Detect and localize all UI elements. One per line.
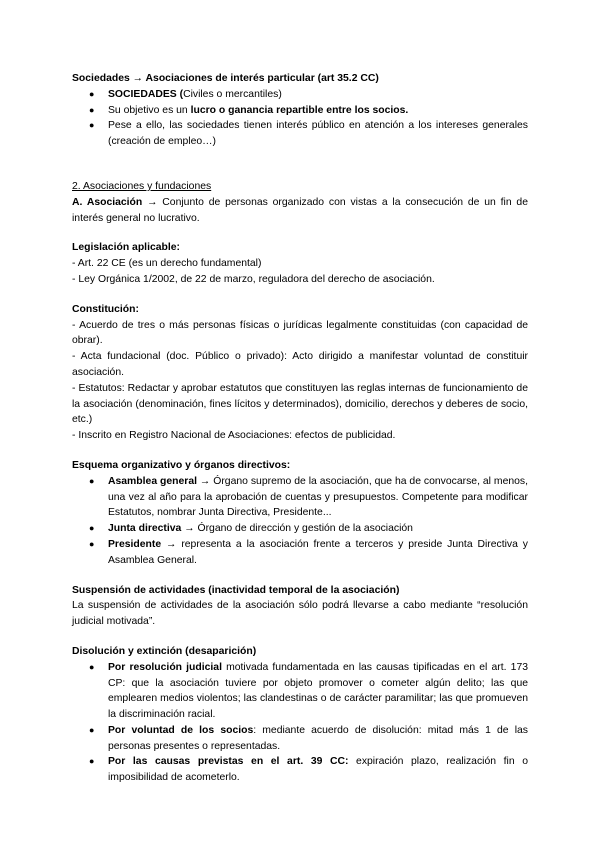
list-item: ● Por las causas previstas en el art. 39 CC: expiración plazo, realización fin o imposibilidad de acometerlo. [89, 756, 528, 784]
bullet-icon: ● [89, 104, 95, 115]
constitucion-heading: Constitución: [72, 303, 139, 315]
esquema-heading: Esquema organizativo y órganos directivos: [72, 459, 291, 471]
suspension-heading: Suspensión de actividades (inactividad temporal de la asociación) [72, 584, 400, 596]
list-item: ● Junta directiva → Órgano de dirección y gestión de la asociación [72, 521, 528, 537]
list-item: ● Por voluntad de los socios: mediante acuerdo de disolución: mitad más 1 de las personas presentes o representadas. [89, 724, 528, 752]
bullet-icon: ● [89, 724, 95, 735]
disolucion-list [72, 660, 528, 786]
constitucion-line: - Inscrito en Registro Nacional de Asociaciones: efectos de publicidad. [72, 430, 396, 442]
sociedades-heading: Sociedades → Asociaciones de interés particular (art 35.2 CC) [72, 73, 379, 84]
bullet-icon: ● [89, 475, 95, 486]
sociedades-list [72, 87, 528, 150]
list-item: ● Su objetivo es un lucro o ganancia repartible entre los socios. [72, 103, 528, 119]
document-page [72, 71, 528, 786]
esquema-list [72, 474, 528, 569]
bullet-icon: ● [89, 661, 95, 672]
section-title: 2. Asociaciones y fundaciones [72, 180, 212, 192]
legislacion-heading: Legislación aplicable: [72, 242, 180, 254]
list-item: ● Pese a ello, las sociedades tienen interés público en atención a los intereses generales (creación de empleo…) [89, 120, 528, 148]
bullet-icon: ● [89, 756, 95, 767]
list-item: ● SOCIEDADES (Civiles o mercantiles) [72, 87, 528, 103]
constitucion-line: - Acta fundacional (doc. Público o privado): Acto dirigido a manifestar voluntad de constituir asociación. [72, 351, 528, 378]
legislacion-line: - Ley Orgánica 1/2002, de 22 de marzo, reguladora del derecho de asociación. [72, 273, 435, 285]
asociacion-definition: A. Asociación → Conjunto de personas organizado con vistas a la consecución de un fin de interés general no lucrativo. [72, 196, 528, 224]
list-item: ● Asamblea general → Órgano supremo de la asociación, que ha de convocarse, al menos, una vez al año para la aprobación de cuentas y presupuestos. Competente para modificar Estatutos, nombrar Junta Directiva, Presidente... [89, 475, 528, 519]
bullet-icon: ● [89, 120, 95, 131]
list-item: ● Presidente → representa a la asociación frente a terceros y preside Junta Directiva y Asamblea General. [89, 538, 528, 566]
bullet-icon: ● [89, 538, 95, 549]
bullet-icon: ● [89, 523, 95, 534]
bullet-icon: ● [89, 88, 95, 99]
legislacion-line: - Art. 22 CE (es un derecho fundamental) [72, 258, 262, 270]
suspension-text: La suspensión de actividades de la asociación sólo podrá llevarse a cabo mediante “resolución judicial motivada”. [72, 600, 528, 628]
constitucion-line: - Acuerdo de tres o más personas físicas o jurídicas legalmente constituidas (con capacidad de obrar). [72, 319, 528, 347]
disolucion-heading: Disolución y extinción (desaparición) [72, 645, 257, 657]
list-item: ● Por resolución judicial motivada fundamentada en las causas tipificadas en el art. 173 CP: que la asociación tuviere por objeto promover o cometer algún delito; las que emplearen medios violentos; las clandestinas o de carácter paramilitar; las que promueven la discriminación racial. [89, 661, 529, 721]
constitucion-line: - Estatutos: Redactar y aprobar estatutos que constituyen las reglas internas de funcionamiento de la asociación (denominación, fines lícitos y determinados), domicilio, derechos y deberes de socio, etc.) [72, 382, 528, 426]
